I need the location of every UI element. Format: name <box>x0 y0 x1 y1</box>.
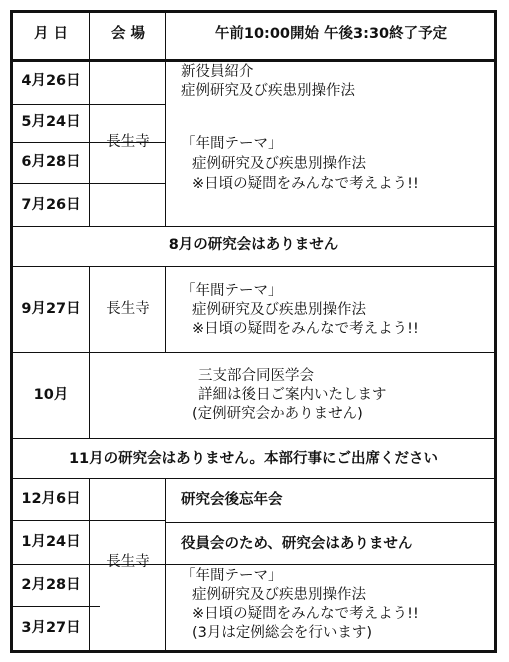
venue-sep: 長生寺 <box>106 301 150 317</box>
theme2-title: 「年間テーマ」 <box>181 568 283 584</box>
oct-line: 三支部合同医学会 <box>198 368 314 384</box>
row-divider <box>10 183 165 184</box>
date-feb: 2月28日 <box>21 577 81 593</box>
row-divider <box>10 438 497 439</box>
row-divider <box>165 564 497 565</box>
notice-august: 8月の研究会はありません <box>168 237 339 253</box>
venue-group1: 長生寺 <box>106 134 150 150</box>
theme-title: 「年間テーマ」 <box>181 136 283 152</box>
date-oct: 10月 <box>33 387 69 403</box>
date-apr: 4月26日 <box>21 73 81 89</box>
date-jun: 6月28日 <box>21 154 81 170</box>
sep-theme-title: 「年間テーマ」 <box>181 283 283 299</box>
oct-line: 詳細は後日ご案内いたします <box>198 387 387 403</box>
row-divider <box>10 606 100 607</box>
column-divider <box>89 352 90 438</box>
row-divider <box>10 226 497 227</box>
date-sep: 9月27日 <box>21 301 81 317</box>
theme2-subject: 症例研究及び疾患別操作法 <box>192 587 366 603</box>
date-may: 5月24日 <box>21 114 81 130</box>
column-divider <box>89 59 90 226</box>
theme2-march-note: (3月は定例総会を行います) <box>192 625 373 641</box>
sep-theme-note: ※日頃の疑問をみんなで考えよう!! <box>192 321 419 337</box>
row-divider <box>10 266 497 267</box>
row-divider <box>10 478 497 479</box>
header-venue: 会 場 <box>110 26 146 42</box>
date-mar: 3月27日 <box>21 620 81 636</box>
column-divider <box>165 59 166 226</box>
dec-content: 研究会後忘年会 <box>181 492 283 508</box>
column-divider <box>165 478 166 653</box>
jan-content: 役員会のため、研究会はありません <box>181 536 413 552</box>
column-divider <box>165 266 166 352</box>
column-divider <box>165 10 166 59</box>
date-dec: 12月6日 <box>21 491 81 507</box>
sep-theme-subject: 症例研究及び疾患別操作法 <box>192 302 366 318</box>
notice-november: 11月の研究会はありません。本部行事にご出席ください <box>68 451 439 467</box>
column-divider <box>89 478 90 653</box>
row-divider <box>10 352 497 353</box>
row-divider <box>10 520 165 521</box>
apr-content-line: 新役員紹介 <box>181 64 254 80</box>
column-divider <box>89 10 90 59</box>
header-divider <box>10 59 497 62</box>
header-time: 午前10:00開始 午後3:30終了予定 <box>214 26 448 42</box>
theme-subject: 症例研究及び疾患別操作法 <box>192 156 366 172</box>
row-divider <box>165 522 497 523</box>
date-jan: 1月24日 <box>21 534 81 550</box>
apr-content-line: 症例研究及び疾患別操作法 <box>181 83 355 99</box>
date-jul: 7月26日 <box>21 197 81 213</box>
theme-note: ※日頃の疑問をみんなで考えよう!! <box>192 176 419 192</box>
header-month: 月 日 <box>33 26 69 42</box>
oct-line: (定例研究会かありません) <box>192 406 363 422</box>
column-divider <box>89 266 90 352</box>
venue-group2: 長生寺 <box>106 554 150 570</box>
theme2-note: ※日頃の疑問をみんなで考えよう!! <box>192 606 419 622</box>
row-divider <box>10 104 165 105</box>
